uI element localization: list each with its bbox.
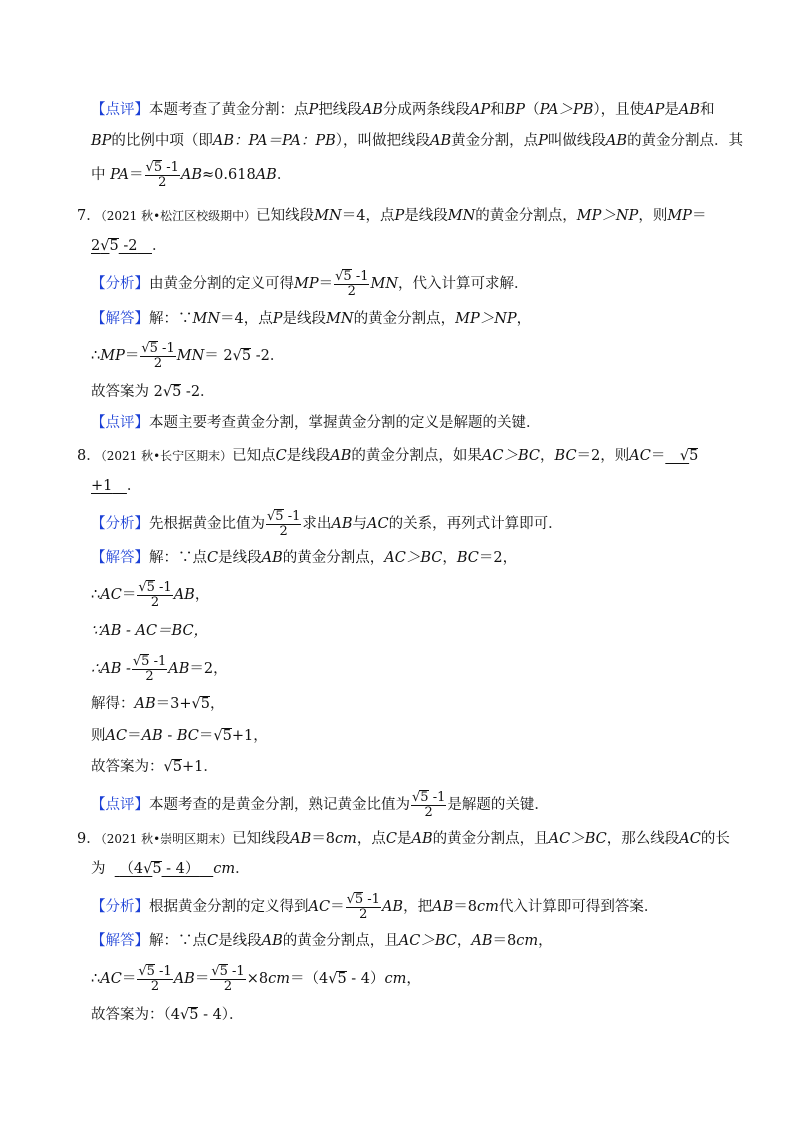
answer-blank: +1 xyxy=(91,478,113,494)
question-8-answer: +1__． xyxy=(91,478,142,494)
question-9-solution: 【解答】解：∵点C是线段AB的黄金分割点，且AC＞BC，AB＝8cm， xyxy=(91,933,553,949)
analysis-tag: 【分析】 xyxy=(91,516,149,532)
question-number: 7． xyxy=(77,208,101,224)
golden-ratio-fraction: $\frac{√5 -1}{2}$ xyxy=(267,509,301,539)
question-8-stem: 8．（2021 秋•长宁区期末）已知点C是线段AB的黄金分割点，如果AC＞BC，BC＝2，则AC＝__√5 xyxy=(77,448,699,464)
comment-tag: 【点评】 xyxy=(91,797,149,813)
golden-ratio-fraction: $\frac{√5 -1}{2}$ xyxy=(145,160,179,190)
golden-ratio-fraction: $\frac{√5 -1}{2}$ xyxy=(211,964,245,994)
comment-tag: 【点评】 xyxy=(91,415,149,431)
golden-ratio-fraction: $\frac{√5 -1}{2}$ xyxy=(141,341,175,371)
question-9-answer: 为 （4√5 - 4） cm． xyxy=(91,861,250,877)
question-number: 8． xyxy=(77,448,101,464)
question-8-analysis: 【分析】先根据黄金比值为 $\frac{√5 -1}{2}$ 求出AB与AC的关系，再列式计算即可． xyxy=(91,509,563,539)
analysis-tag: 【分析】 xyxy=(91,276,149,292)
question-8-step-5: 则AC＝AB - BC＝√5+1， xyxy=(91,728,268,744)
golden-ratio-fraction: $\frac{√5 -1}{2}$ xyxy=(138,580,172,610)
solution-tag: 【解答】 xyxy=(91,311,149,327)
question-7-step-1: ∴MP＝ $\frac{√5 -1}{2}$ MN＝ 2√5 -2． xyxy=(91,341,285,371)
prev-comment-line-3: 中 PA＝ $\frac{√5 -1}{2}$ AB≈0.618AB． xyxy=(91,160,292,190)
golden-ratio-fraction: $\frac{√5 -1}{2}$ xyxy=(138,964,172,994)
question-9-stem: 9．（2021 秋•崇明区期末）已知线段AB＝8cm，点C是AB的黄金分割点，且AC＞BC，那么线段AC的长 xyxy=(77,831,730,847)
question-7-final: 故答案为 2√5 -2． xyxy=(91,384,215,400)
question-7-comment: 【点评】本题主要考查黄金分割，掌握黄金分割的定义是解题的关键． xyxy=(91,415,541,431)
prev-comment-line-1: 【点评】本题考查了黄金分割：点P把线段AB分成两条线段AP和BP（PA＞PB），且使AP是AB和 xyxy=(91,102,715,118)
question-7-answer: 2√5 -2__． xyxy=(91,238,167,254)
golden-ratio-fraction: $\frac{√5 -1}{2}$ xyxy=(335,269,369,299)
question-8-step-2: ∵AB - AC＝BC， xyxy=(91,623,209,639)
question-7-analysis: 【分析】由黄金分割的定义可得MP＝ $\frac{√5 -1}{2}$ MN，代入计算可求解． xyxy=(91,269,529,299)
comment-tag: 【点评】 xyxy=(91,102,149,118)
analysis-tag: 【分析】 xyxy=(91,899,149,915)
question-8-solution: 【解答】解：∵点C是线段AB的黄金分割点，AC＞BC，BC＝2， xyxy=(91,550,518,566)
question-9-analysis: 【分析】根据黄金分割的定义得到AC＝ $\frac{√5 -1}{2}$ AB，把AB＝8cm代入计算即可得到答案． xyxy=(91,892,659,922)
question-number: 9． xyxy=(77,831,101,847)
question-9-step-1: ∴AC＝ $\frac{√5 -1}{2}$ AB＝ $\frac{√5 -1}{2}$ ×8cm＝（4√5 - 4）cm， xyxy=(91,964,421,994)
question-8-final: 故答案为：√5+1． xyxy=(91,759,218,775)
prev-comment-line-2: BP的比例中项（即AB：PA＝PA：PB），叫做把线段AB黄金分割，点P叫做线段AB的黄金分割点．其 xyxy=(91,133,744,149)
question-8-step-1: ∴AC＝ $\frac{√5 -1}{2}$ AB， xyxy=(91,580,210,610)
question-source: （2021 秋•长宁区期末） xyxy=(100,449,233,463)
question-7-stem: 7．（2021 秋•松江区校级期中）已知线段MN＝4，点P是线段MN的黄金分割点，MP＞NP，则MP＝ xyxy=(77,208,707,224)
question-source: （2021 秋•松江区校级期中） xyxy=(100,209,257,223)
golden-ratio-fraction: $\frac{√5 -1}{2}$ xyxy=(132,654,167,684)
question-7-solution: 【解答】解：∵MN＝4，点P是线段MN的黄金分割点，MP＞NP， xyxy=(91,311,532,327)
answer-blank: 2√5 -2__ xyxy=(91,238,152,254)
question-8-step-3: ∴AB - $\frac{√5 -1}{2}$ AB＝2， xyxy=(91,654,228,684)
golden-ratio-fraction: $\frac{√5 -1}{2}$ xyxy=(412,790,446,820)
golden-ratio-fraction: $\frac{√5 -1}{2}$ xyxy=(346,892,380,922)
question-8-step-4: 解得：AB＝3+√5， xyxy=(91,696,225,712)
solution-tag: 【解答】 xyxy=(91,933,149,949)
question-9-final: 故答案为：（4√5 - 4）． xyxy=(91,1007,244,1023)
answer-blank: （4√5 - 4） xyxy=(119,861,200,877)
question-8-comment: 【点评】本题考查的是黄金分割，熟记黄金比值为 $\frac{√5 -1}{2}$ 是解题的关键． xyxy=(91,790,549,820)
solution-tag: 【解答】 xyxy=(91,550,149,566)
question-source: （2021 秋•崇明区期末） xyxy=(100,832,233,846)
